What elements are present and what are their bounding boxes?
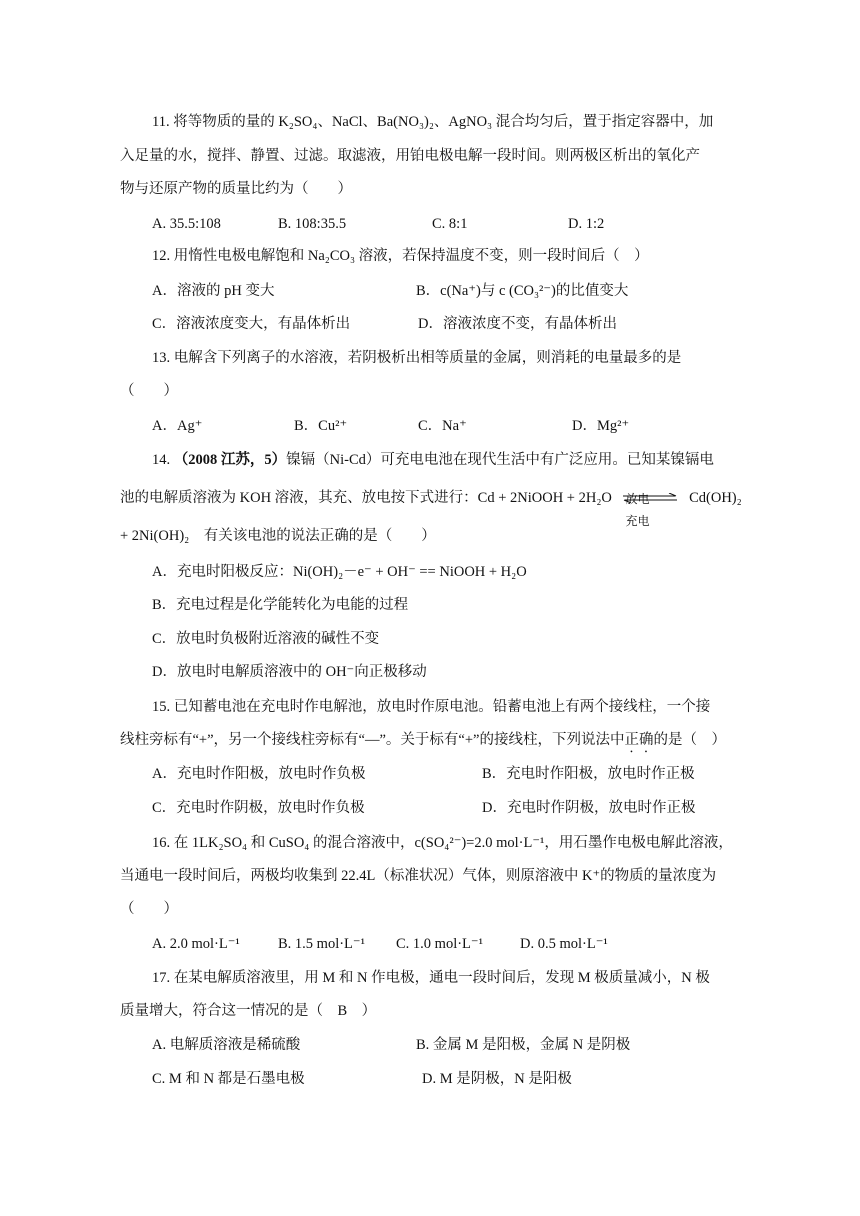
q13-option-a: A．Ag⁺ bbox=[152, 418, 203, 434]
q11-option-b: B. 108:35.5 bbox=[278, 216, 347, 232]
q15-line2-post: 的是（ ） bbox=[653, 732, 726, 748]
q12-stem: 12. 用惰性电极电解饱和 Na₂CO₃ 溶液，若保持温度不变，则一段时间后（ ） bbox=[152, 248, 649, 264]
q17-line1: 17. 在某电解质溶液里，用 M 和 N 作电极，通电一段时间后，发现 M 极质量减小，N 极 bbox=[152, 970, 710, 986]
q13-line1: 13. 电解含下列离子的水溶液，若阴极析出相等质量的金属，则消耗的电量最多的是 bbox=[152, 350, 682, 366]
q12-option-a: A．溶液的 pH 变大 bbox=[152, 283, 275, 299]
q16-option-d: D. 0.5 mol·L⁻¹ bbox=[520, 936, 608, 952]
q16-line2: 当通电一段时间后，两极均收集到 22.4L（标准状况）气体，则原溶液中 K⁺的物质的量浓度为 bbox=[120, 868, 717, 884]
arrow-label-charge: 充电 bbox=[625, 513, 650, 528]
q15-line1: 15. 已知蓄电池在充电时作电解池，放电时作原电池。铅蓄电池上有两个接线柱，一个接 bbox=[152, 699, 711, 715]
q17-option-d: D. M 是阴极，N 是阳极 bbox=[422, 1071, 572, 1087]
reversible-arrow bbox=[619, 479, 681, 528]
q16-line1: 16. 在 1LK₂SO₄ 和 CuSO₄ 的混合溶液中，c(SO₄²⁻)=2.0 mol·L⁻¹，用石墨作电极电解此溶液， bbox=[152, 835, 733, 851]
q13-option-b: B．Cu²⁺ bbox=[294, 418, 348, 434]
q14-option-c: C．放电时负极附近溶液的碱性不变 bbox=[152, 631, 380, 647]
q14-equation-right: Cd(OH)₂ bbox=[689, 490, 742, 506]
q11-option-c: C. 8:1 bbox=[432, 216, 468, 232]
q15-emphasis-correct: 正确 bbox=[624, 732, 654, 748]
q14-line1-rest: 镍镉（Ni-Cd）可充电电池在现代生活中有广泛应用。已知某镍镉电 bbox=[286, 452, 714, 468]
q11-line1: 11. 将等物质的量的 K₂SO₄、NaCl、Ba(NO₃)₂、AgNO₃ 混合均匀后，置于指定容器中，加 bbox=[152, 114, 714, 130]
q14-option-b: B．充电过程是化学能转化为电能的过程 bbox=[152, 597, 409, 613]
q13-option-d: D．Mg²⁺ bbox=[572, 418, 630, 434]
q15-option-b: B．充电时作阳极，放电时作正极 bbox=[482, 766, 695, 782]
q17-option-a: A. 电解质溶液是稀硫酸 bbox=[152, 1037, 301, 1053]
q12-option-c: C．溶液浓度变大，有晶体析出 bbox=[152, 316, 351, 332]
q14-source: （2008 江苏，5） bbox=[173, 452, 287, 468]
q11-option-a: A. 35.5:108 bbox=[152, 216, 221, 232]
q13-line2: （ ） bbox=[120, 383, 178, 399]
q14-line1 bbox=[152, 450, 714, 470]
q11-option-d: D. 1:2 bbox=[568, 216, 605, 232]
q14-line2 bbox=[120, 478, 742, 528]
q11-line2: 入足量的水，搅拌、静置、过滤。取滤液，用铂电极电解一段时间。则两极区析出的氧化产 bbox=[120, 148, 700, 164]
q12-option-b: B．c(Na⁺)与 c (CO₃²⁻)的比值变大 bbox=[416, 283, 629, 299]
q16-option-b: B. 1.5 mol·L⁻¹ bbox=[278, 936, 365, 952]
q13-option-c: C．Na⁺ bbox=[418, 418, 467, 434]
q11-line3: 物与还原产物的质量比约为（ ） bbox=[120, 181, 352, 197]
q14-equation-left: 池的电解质溶液为 KOH 溶液，其充、放电按下式进行：Cd + 2NiOOH + 2H₂O bbox=[120, 490, 612, 506]
arrow-label-discharge: 放电 bbox=[625, 491, 650, 506]
q14-line3: + 2Ni(OH)₂ 有关该电池的说法正确的是（ ） bbox=[120, 528, 436, 544]
q17-option-c: C. M 和 N 都是石墨电极 bbox=[152, 1071, 305, 1087]
q17-option-b: B. 金属 M 是阳极，金属 N 是阴极 bbox=[416, 1037, 631, 1053]
q15-option-a: A．充电时作阳极，放电时作负极 bbox=[152, 766, 366, 782]
q14-option-d: D．放电时电解质溶液中的 OH⁻向正极移动 bbox=[152, 664, 427, 680]
q16-option-c: C. 1.0 mol·L⁻¹ bbox=[396, 936, 483, 952]
q15-line2 bbox=[120, 730, 726, 756]
q15-line2-pre: 线柱旁标有“+”，另一个接线柱旁标有“—”。关于标有“+”的接线柱，下列说法中 bbox=[120, 732, 625, 748]
q16-line3: （ ） bbox=[120, 901, 178, 917]
q15-option-c: C．充电时作阴极，放电时作负极 bbox=[152, 800, 365, 816]
q14-option-a: A．充电时阳极反应：Ni(OH)₂－e⁻ + OH⁻ == NiOOH + H₂O bbox=[152, 564, 527, 580]
q16-option-a: A. 2.0 mol·L⁻¹ bbox=[152, 936, 240, 952]
q12-option-d: D．溶液浓度不变，有晶体析出 bbox=[418, 316, 617, 332]
q17-line2: 质量增大，符合这一情况的是（ B ） bbox=[120, 1003, 377, 1019]
q14-number: 14. bbox=[152, 452, 171, 468]
q15-option-d: D．充电时作阴极，放电时作正极 bbox=[482, 800, 696, 816]
